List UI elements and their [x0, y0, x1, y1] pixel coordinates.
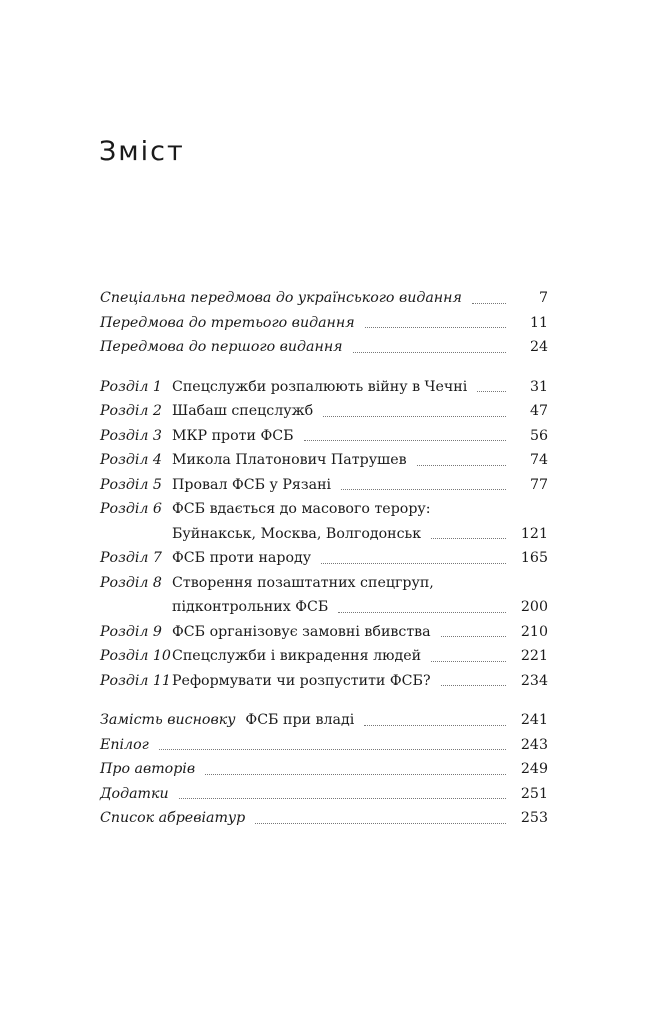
dot-leader: [477, 391, 506, 392]
chapter-label: Розділ 8: [100, 574, 162, 591]
toc-entry-title-line-1: ФСБ вдається до масового терору:: [172, 501, 431, 517]
chapter-label: Розділ 11: [100, 672, 171, 689]
toc-entry-chapter-7[interactable]: [100, 546, 548, 571]
dot-leader: [179, 798, 506, 799]
page-number: 243: [520, 736, 548, 753]
chapter-label: Розділ 4: [100, 452, 162, 468]
page-number: 200: [520, 599, 548, 615]
page-number: 234: [520, 672, 548, 689]
page-number: 210: [520, 623, 548, 640]
toc-entry-title-line-2: Буйнакськ, Москва, Волгодонськ: [172, 525, 422, 542]
toc-entry-front-0[interactable]: [100, 286, 548, 311]
dot-leader: [323, 416, 506, 417]
toc-entry-title: ФСБ організовує замовні вбивства: [172, 623, 431, 640]
toc-entry-title: Список абревіатур: [100, 810, 246, 826]
dot-leader: [304, 440, 506, 441]
dot-leader: [364, 725, 506, 726]
page-number: 121: [520, 525, 548, 542]
toc-entry-title: Додатки: [100, 785, 169, 802]
page-number: 31: [529, 378, 548, 395]
page-number: 241: [520, 712, 548, 728]
toc-entry-title: Спецслужби розпалюють війну в Чечні: [172, 378, 468, 395]
dot-leader: [431, 661, 506, 662]
chapter-label: Розділ 10: [100, 648, 171, 664]
toc-entry-title: Провал ФСБ у Рязані: [172, 476, 332, 493]
toc-entry-title: ФСБ проти народу: [172, 550, 312, 566]
dot-leader: [431, 538, 506, 539]
chapter-label: Розділ 5: [100, 476, 162, 493]
dot-leader: [321, 563, 506, 564]
toc-entry-last-line: [172, 595, 548, 620]
page-number: 251: [520, 785, 548, 802]
page-number: 221: [520, 648, 548, 664]
toc-entry-title: Реформувати чи розпустити ФСБ?: [172, 672, 431, 689]
dot-leader: [338, 612, 506, 613]
page-number: 77: [529, 476, 548, 493]
toc-entry-subtitle: ФСБ при владі: [245, 712, 355, 728]
toc-entry-back-0[interactable]: [100, 708, 548, 733]
toc-entry-last-line: [172, 522, 548, 547]
page-number: 7: [538, 290, 548, 306]
dot-leader: [353, 352, 506, 353]
dot-leader: [341, 489, 506, 490]
dot-leader: [365, 327, 506, 328]
chapter-label: Розділ 9: [100, 623, 162, 640]
dot-leader: [472, 303, 506, 304]
page-number: 74: [529, 452, 548, 468]
toc-entry-chapter-3[interactable]: [100, 424, 548, 449]
toc-entry-front-1[interactable]: [100, 311, 548, 336]
page-number: 165: [520, 550, 548, 566]
table-of-contents: [100, 286, 548, 831]
toc-entry-chapter-9[interactable]: [100, 620, 548, 645]
toc-entry-title: Епілог: [100, 736, 149, 753]
page-number: 253: [520, 810, 548, 826]
toc-entry-back-2[interactable]: [100, 757, 548, 782]
toc-entry-back-1[interactable]: [100, 733, 548, 758]
toc-entry-title: Спецслужби і викрадення людей: [172, 648, 422, 664]
toc-entry-multiline: [172, 571, 548, 620]
toc-entry-chapter-6[interactable]: [100, 497, 548, 546]
dot-leader: [205, 774, 506, 775]
page-number: 24: [529, 339, 548, 355]
page-number: 47: [529, 403, 548, 419]
toc-entry-title-line-2: підконтрольних ФСБ: [172, 599, 329, 615]
toc-entry-multiline: [172, 497, 548, 546]
toc-entry-title: МКР проти ФСБ: [172, 427, 294, 444]
toc-entry-title: Шабаш спецслужб: [172, 403, 314, 419]
dot-leader: [441, 636, 506, 637]
toc-entry-title: Замість висновку: [100, 712, 236, 728]
toc-entry-chapter-5[interactable]: [100, 473, 548, 498]
chapter-label: Розділ 7: [100, 550, 162, 566]
chapter-label: Розділ 3: [100, 427, 162, 444]
toc-entry-title: Про авторів: [100, 761, 196, 777]
page-number: 11: [529, 314, 548, 331]
toc-entry-title-line-1: Створення позаштатних спецгруп,: [172, 574, 434, 591]
toc-entry-chapter-11[interactable]: [100, 669, 548, 694]
dot-leader: [159, 749, 506, 750]
page-number: 249: [520, 761, 548, 777]
chapter-label: Розділ 6: [100, 501, 162, 517]
page-title: Зміст: [99, 136, 185, 167]
toc-entry-title: Передмова до першого видання: [100, 339, 343, 355]
toc-entry-chapter-2[interactable]: [100, 399, 548, 424]
chapter-label: Розділ 2: [100, 403, 162, 419]
toc-entry-chapter-8[interactable]: [100, 571, 548, 620]
dot-leader: [441, 685, 506, 686]
dot-leader: [255, 823, 506, 824]
toc-entry-back-4[interactable]: [100, 806, 548, 831]
toc-entry-title: Передмова до третього видання: [100, 314, 355, 331]
toc-entry-chapter-1[interactable]: [100, 375, 548, 400]
toc-entry-front-2[interactable]: [100, 335, 548, 360]
dot-leader: [417, 465, 506, 466]
toc-entry-chapter-10[interactable]: [100, 644, 548, 669]
toc-entry-title: Спеціальна передмова до українського видання: [100, 290, 462, 306]
toc-entry-chapter-4[interactable]: [100, 448, 548, 473]
toc-entry-title: Микола Платонович Патрушев: [172, 452, 407, 468]
page-number: 56: [529, 427, 548, 444]
toc-entry-back-3[interactable]: [100, 782, 548, 807]
chapter-label: Розділ 1: [100, 378, 162, 395]
